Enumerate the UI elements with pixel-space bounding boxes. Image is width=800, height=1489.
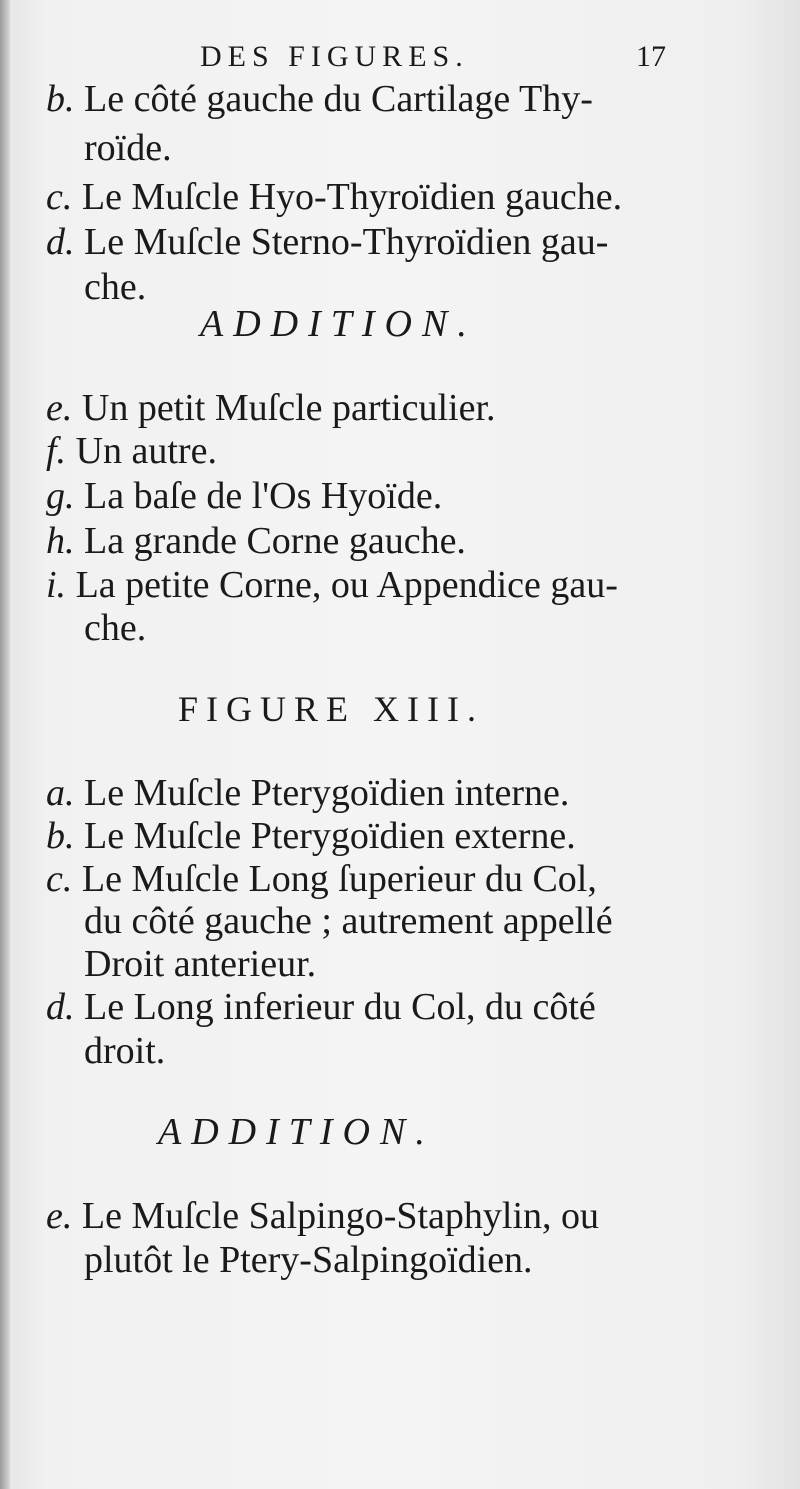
item-letter: b. [46, 78, 75, 120]
list-item [46, 858, 597, 900]
item-text: La baſe de l'Os Hyoïde. [84, 475, 443, 517]
item-letter: a. [46, 772, 75, 814]
item-text: roïde. [84, 127, 172, 169]
item-letter: g. [46, 475, 75, 517]
item-text: Le Muſcle Hyo-Thyroïdien gauche. [81, 176, 623, 218]
page-number: 17 [636, 40, 666, 73]
item-letter: h. [46, 520, 75, 562]
item-letter: b. [46, 815, 75, 857]
item-text: che. [84, 607, 147, 649]
list-item [46, 815, 576, 857]
item-text: che. [84, 266, 147, 308]
list-item [46, 986, 596, 1028]
item-text: du côté gauche ; autrement appellé [84, 900, 613, 942]
item-text: La grande Corne gauche. [84, 520, 466, 562]
list-item [46, 78, 593, 120]
item-letter: d. [46, 221, 75, 263]
page-edge-shadow [0, 0, 10, 1489]
item-letter: c. [46, 858, 73, 900]
list-item [46, 475, 442, 517]
item-text: Le côté gauche du Cartilage Thy- [84, 78, 593, 120]
item-letter: d. [46, 986, 75, 1028]
list-item [46, 221, 608, 263]
item-letter: f. [46, 430, 67, 472]
item-text: droit. [84, 1030, 166, 1072]
item-text: Un autre. [75, 430, 217, 472]
item-letter: i. [46, 564, 67, 606]
list-item [46, 1195, 599, 1237]
item-text: plutôt le Ptery-Salpingoïdien. [84, 1239, 533, 1281]
list-item-continuation [84, 1239, 533, 1281]
item-letter: e. [46, 1195, 73, 1237]
list-item [46, 520, 466, 562]
item-text: Droit anterieur. [84, 943, 317, 985]
item-text: La petite Corne, ou Appendice gau- [75, 564, 618, 606]
list-item [46, 430, 217, 472]
item-text: Le Muſcle Salpingo-Staphylin, ou [81, 1195, 600, 1237]
list-item-continuation [84, 127, 172, 169]
item-text: Le Long inferieur du Col, du côté [84, 986, 596, 1028]
item-text: Un petit Muſcle particulier. [81, 387, 496, 429]
list-item-continuation [84, 266, 146, 308]
item-text: Le Muſcle Sterno-Thyroïdien gau- [84, 221, 609, 263]
list-item-continuation [84, 900, 613, 942]
list-item-continuation [84, 943, 316, 985]
item-text: Le Muſcle Pterygoïdien interne. [84, 772, 570, 814]
item-letter: e. [46, 387, 73, 429]
list-item [46, 772, 569, 814]
list-item [46, 387, 496, 429]
list-item [46, 176, 622, 218]
item-letter: c. [46, 176, 73, 218]
list-item-continuation [84, 607, 146, 649]
section-heading-addition: ADDITION. [200, 303, 477, 345]
running-head: DES FIGURES. [200, 40, 469, 73]
item-text: Le Muſcle Long ſuperieur du Col, [81, 858, 597, 900]
section-heading-addition: ADDITION. [158, 1111, 435, 1153]
list-item-continuation [84, 1030, 165, 1072]
section-heading-figure: FIGURE XIII. [178, 689, 484, 729]
list-item [46, 564, 618, 606]
item-text: Le Muſcle Pterygoïdien externe. [84, 815, 576, 857]
